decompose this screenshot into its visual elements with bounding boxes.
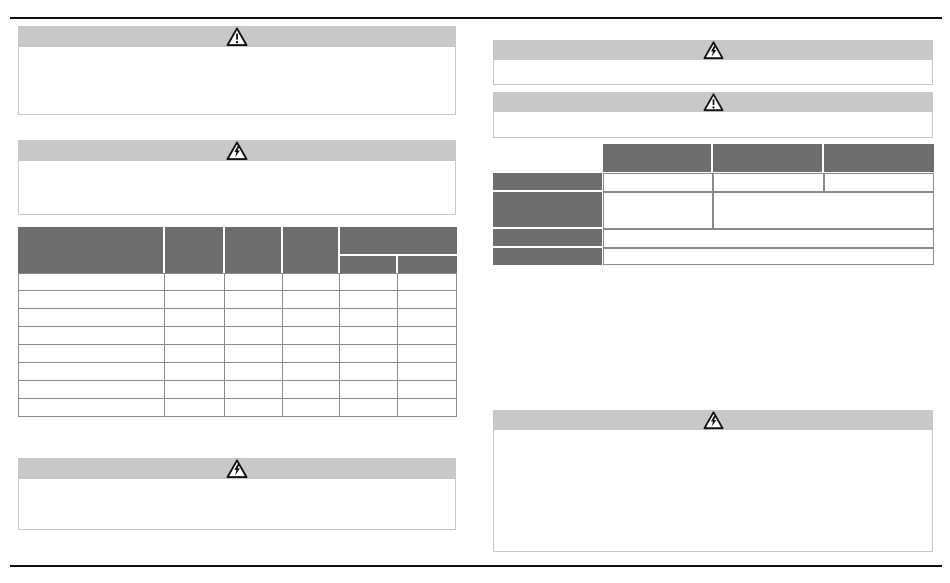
right-table-row-label	[493, 173, 603, 192]
table-cell	[283, 291, 340, 309]
right-table-corner-cell	[493, 144, 603, 173]
table-cell	[340, 399, 398, 417]
left-table-subheader-cell	[340, 256, 398, 273]
table-cell	[283, 273, 340, 291]
table-cell	[340, 273, 398, 291]
high-voltage-triangle-icon	[703, 41, 724, 60]
table-cell	[225, 399, 283, 417]
table-cell	[165, 363, 225, 381]
table-row	[18, 399, 457, 417]
warning-box-right-1	[493, 40, 933, 85]
right-table-body	[493, 173, 934, 265]
table-row	[18, 291, 457, 309]
high-voltage-triangle-icon	[226, 459, 248, 479]
table-cell	[165, 345, 225, 363]
table-cell	[18, 381, 165, 399]
table-cell	[340, 309, 398, 327]
table-cell	[713, 192, 934, 229]
warning-box-body	[18, 479, 456, 530]
table-cell	[398, 273, 457, 291]
table-cell	[340, 345, 398, 363]
table-cell	[225, 345, 283, 363]
table-cell	[603, 248, 934, 265]
table-cell	[225, 273, 283, 291]
table-cell	[398, 309, 457, 327]
left-table-header-cell	[225, 227, 283, 273]
table-cell	[18, 291, 165, 309]
warning-box-right-3	[493, 410, 933, 552]
table-cell	[165, 399, 225, 417]
warning-box-header	[493, 40, 933, 60]
table-cell	[283, 327, 340, 345]
table-cell	[165, 291, 225, 309]
warning-box-header	[18, 140, 456, 161]
warning-box-right-2	[493, 92, 933, 138]
warning-box-body	[493, 60, 933, 85]
warning-box-left-2	[18, 140, 456, 215]
table-cell	[398, 327, 457, 345]
table-row	[493, 192, 934, 229]
table-cell	[18, 345, 165, 363]
left-table-header-cell	[18, 227, 165, 273]
table-row	[18, 381, 457, 399]
warning-triangle-icon	[226, 27, 248, 47]
table-row	[18, 273, 457, 291]
left-table-group-header-cell	[340, 227, 457, 256]
table-cell	[283, 363, 340, 381]
table-cell	[225, 327, 283, 345]
table-row	[493, 248, 934, 265]
high-voltage-triangle-icon	[226, 141, 248, 161]
right-table-header	[493, 144, 934, 173]
table-cell	[603, 229, 934, 248]
warning-box-header	[493, 92, 933, 112]
table-cell	[283, 345, 340, 363]
table-row	[18, 363, 457, 381]
table-cell	[165, 273, 225, 291]
left-table-subheader-cell	[398, 256, 457, 273]
table-cell	[165, 309, 225, 327]
warning-box-body	[493, 112, 933, 138]
table-cell	[340, 363, 398, 381]
table-cell	[398, 363, 457, 381]
warning-box-left-1	[18, 26, 456, 115]
table-cell	[18, 327, 165, 345]
left-table-header-cell	[165, 227, 225, 273]
table-cell	[340, 327, 398, 345]
left-table-header-cell	[283, 227, 340, 273]
left-table-header	[18, 227, 457, 273]
table-cell	[18, 399, 165, 417]
warning-box-header	[18, 458, 456, 479]
high-voltage-triangle-icon	[703, 411, 724, 430]
warning-box-header	[18, 26, 456, 47]
bottom-horizontal-rule	[10, 565, 942, 567]
right-table-header-cell	[603, 144, 713, 173]
left-table-body	[18, 273, 457, 417]
right-table-row-label	[493, 248, 603, 265]
table-cell	[225, 381, 283, 399]
table-row	[493, 173, 934, 192]
table-cell	[225, 309, 283, 327]
warning-triangle-icon	[703, 93, 724, 112]
table-cell	[165, 381, 225, 399]
table-row	[18, 309, 457, 327]
right-spec-table	[493, 144, 934, 265]
table-cell	[824, 173, 934, 192]
warning-box-body	[18, 161, 456, 215]
warning-box-left-3	[18, 458, 456, 530]
table-cell	[283, 381, 340, 399]
table-cell	[340, 381, 398, 399]
table-cell	[398, 399, 457, 417]
table-cell	[165, 327, 225, 345]
warning-box-header	[493, 410, 933, 430]
table-cell	[603, 192, 713, 229]
table-cell	[18, 273, 165, 291]
table-cell	[225, 291, 283, 309]
table-row	[493, 229, 934, 248]
left-data-table	[18, 227, 457, 417]
top-horizontal-rule	[10, 17, 942, 19]
table-cell	[283, 399, 340, 417]
table-cell	[18, 363, 165, 381]
table-cell	[18, 309, 165, 327]
table-cell	[713, 173, 824, 192]
table-cell	[398, 381, 457, 399]
table-cell	[603, 173, 713, 192]
right-table-row-label	[493, 192, 603, 229]
warning-box-body	[18, 47, 456, 115]
table-cell	[225, 363, 283, 381]
right-table-row-label	[493, 229, 603, 248]
table-cell	[398, 291, 457, 309]
table-cell	[283, 309, 340, 327]
table-cell	[398, 345, 457, 363]
right-table-header-cell	[824, 144, 934, 173]
table-row	[18, 345, 457, 363]
table-cell	[340, 291, 398, 309]
table-row	[18, 327, 457, 345]
warning-box-body	[493, 430, 933, 552]
right-table-header-cell	[713, 144, 824, 173]
